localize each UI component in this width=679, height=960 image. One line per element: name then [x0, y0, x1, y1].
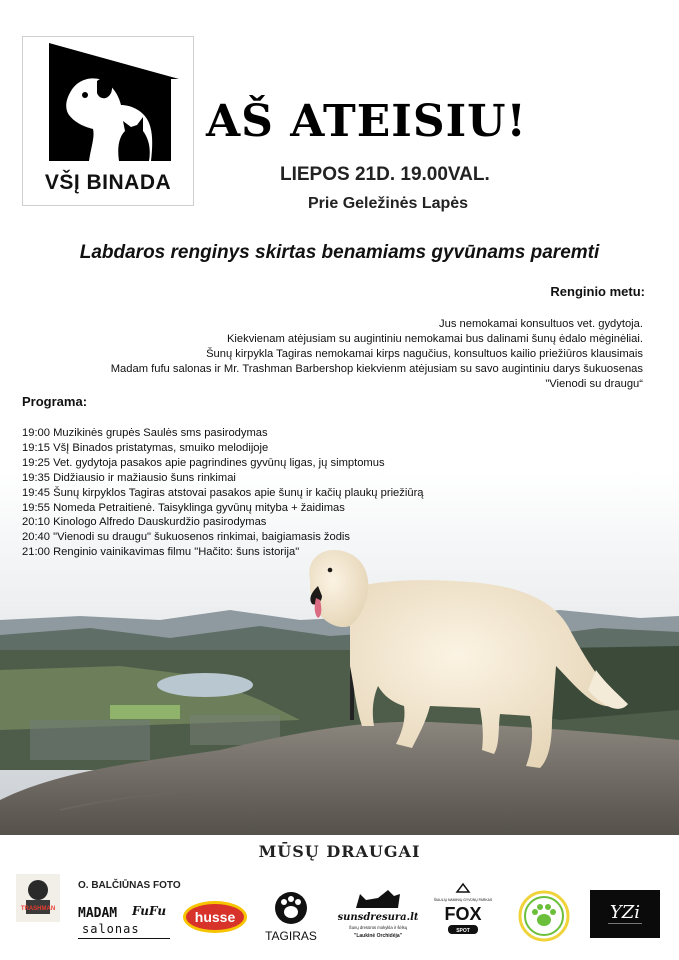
program-item: 19:15 VšĮ Binados pristatymas, smuiko melodijoje [22, 441, 269, 454]
husse-logo-text: husse [194, 909, 236, 925]
event-title: AŠ ATEISIU! [206, 96, 527, 147]
fox-spot-word: FOX [444, 904, 482, 924]
tagiras-logo [255, 888, 327, 944]
photographer-credit: O. BALČIŪNAS FOTO [78, 880, 181, 891]
fufu-word: FuFu [132, 904, 167, 918]
binada-logo [22, 36, 194, 206]
yzi-logo-text: YZi [609, 902, 641, 923]
sunsdresura-subtext: Šunų dresūros mokykla ir šėlsų [348, 925, 408, 930]
event-subtitle: Labdaros renginys skirtas benamiams gyvūnams paremti [79, 242, 600, 263]
program-item: 19:45 Šunų kirpyklos Tagiras atstovai pasakos apie šunų ir kačių plaukų priežiūrą [22, 486, 424, 499]
sponsor-strip [0, 866, 679, 960]
program-item: 19:25 Vet. gydytoja pasakos apie pagrindines gyvūnų ligas, jų simptomus [22, 456, 385, 469]
program-item: 19:35 Didžiausio ir mažiausio šuns rinkimai [22, 471, 236, 484]
program-heading: Programa: [22, 394, 88, 409]
sunsdresura-logo [338, 886, 418, 942]
during-item: Jus nemokamai konsultuos vet. gydytoja. [439, 318, 643, 330]
madam-word: MADAM [78, 906, 118, 921]
fox-spot-top-text: ŠIAULIŲ NAMINIŲ GYVŪNŲ PARKAS [433, 898, 493, 902]
salonas-word: salonas [82, 922, 140, 936]
sunsdresura-logo-text: sunsdresura.lt [338, 912, 418, 923]
during-list [3, 317, 643, 392]
during-item: Madam fufu salonas ir Mr. Trashman Barbershop kiekvienm atėjusiam su savo augintiniu darys šukuosenas [110, 363, 643, 375]
madam-fufu-logo [78, 904, 170, 940]
program-item: 19:55 Nomeda Petraitienė. Taisyklinga gyvūnų mityba + žaidimas [22, 501, 345, 514]
during-item: "Vienodi su draugu“ [545, 378, 643, 390]
event-place: Prie Geležinės Lapės [308, 195, 469, 212]
program-item: 21:00 Renginio vainikavimas filmu "Hačito: šuns istorija" [22, 546, 300, 559]
program-item: 19:00 Muzikinės grupės Saulės sms pasirodymas [22, 427, 268, 439]
paw-logo [518, 890, 570, 942]
program-list [22, 426, 622, 560]
logo-name: VŠĮ BINADA [44, 171, 172, 194]
husse-logo [182, 900, 248, 934]
during-heading: Renginio metu: [550, 284, 645, 299]
sunsdresura-subtext-2: "Laukinė Orchidėja" [353, 933, 403, 939]
yzi-logo [590, 890, 660, 938]
fox-spot-logo [428, 880, 498, 942]
during-item: Šunų kirpykla Tagiras nemokamai kirps nagučius, konsultuos kailio priežiūros klausimais [206, 348, 643, 360]
event-date: LIEPOS 21D. 19.00VAL. [280, 164, 490, 185]
dog-cat-house-logo [49, 43, 179, 163]
during-item: Kiekvienam atėjusiam su augintiniu nemokamai bus dalinami šunų ėdalo mėginėliai. [226, 333, 643, 345]
fox-spot-sub-word: SPOT [456, 928, 470, 934]
trashman-logo-text: TRASHMAN [20, 906, 56, 912]
program-item: 20:40 "Vienodi su draugu" šukuosenos rinkimai, baigiamasis žodis [22, 531, 351, 544]
friends-heading: MŪSŲ DRAUGAI [258, 842, 421, 861]
trashman-logo [16, 874, 60, 922]
tagiras-logo-text: TAGIRAS [265, 929, 317, 943]
program-item: 20:10 Kinologo Alfredo Dauskurdžio pasirodymas [22, 516, 267, 529]
